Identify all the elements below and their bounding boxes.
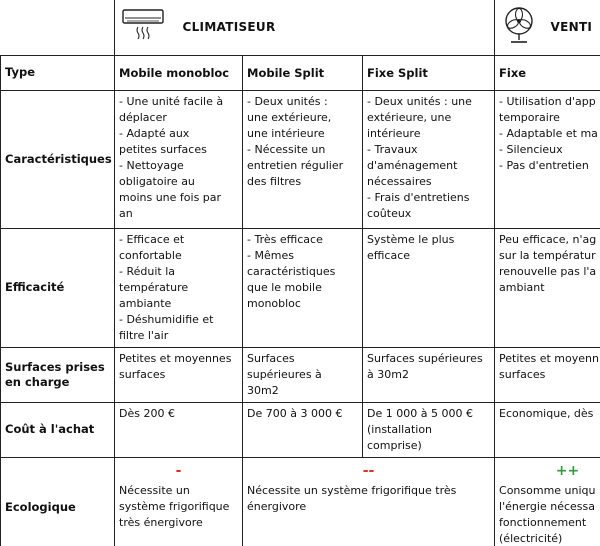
text-line: Système le plus [367, 232, 455, 246]
cell-ecologique-mobile-monobloc [115, 457, 243, 546]
air-conditioner-icon [121, 8, 165, 47]
text-line: - Adapté aux [119, 126, 190, 140]
text-line: l'énergie nécessa [499, 499, 595, 513]
column-head-fixe-split: Fixe Split [363, 55, 495, 90]
row-label-type: Type [1, 55, 115, 90]
column-head-mobile-monobloc: Mobile monobloc [115, 55, 243, 90]
text-line: Surfaces prises [5, 359, 105, 374]
text-line: - Pas d'entretien [499, 158, 589, 172]
cell-ecologique-fixe [495, 457, 600, 546]
text-line: - Très efficace [247, 232, 323, 246]
text-line: ambiante [119, 296, 172, 310]
text-line: en charge [5, 374, 70, 389]
text-line: extérieure, une [367, 110, 452, 124]
text-line: - Frais d'entretiens [367, 190, 470, 204]
text-line: Dès 200 € [119, 406, 175, 420]
cell-efficacite-mobile-split [243, 228, 363, 347]
text-line: - Silencieux [499, 142, 563, 156]
text-line: - Réduit la [119, 264, 175, 278]
ecologique-text-fixe [499, 483, 600, 546]
cell-efficacite-mobile-monobloc [115, 228, 243, 347]
text-line: an [119, 206, 133, 220]
text-line: une intérieure [247, 126, 325, 140]
text-line: coûteux [367, 206, 412, 220]
cell-efficacite-fixe [495, 228, 600, 347]
ecologique-text-mobile-monobloc [119, 483, 238, 531]
row-label-cout: Coût à l'achat [1, 402, 115, 457]
text-line: - Une unité facile à [119, 94, 224, 108]
text-line: Petites et moyennes [119, 351, 232, 365]
text-line: - Deux unités : une [367, 94, 472, 108]
corner-cell [1, 0, 115, 55]
row-label-ecologique: Ecologique [1, 457, 115, 546]
text-line: Peu efficace, n'ag [499, 232, 597, 246]
text-line: nécessaires [367, 174, 432, 188]
text-line: fonctionnement [499, 515, 587, 529]
rating-double-negative-mark: -- [362, 462, 375, 479]
text-line: Consomme uniqu [499, 483, 596, 497]
text-line: - Utilisation d'app [499, 94, 596, 108]
row-label-efficacite: Efficacité [1, 228, 115, 347]
group-header-ventilateur [495, 0, 600, 55]
cell-caracteristiques-fixe [495, 90, 600, 228]
cell-cout-mobile-split [243, 402, 363, 457]
cell-surfaces-fixe [495, 347, 600, 402]
text-line: supérieures à [247, 367, 322, 381]
text-line: caractéristiques [247, 264, 336, 278]
cell-surfaces-fixe-split [363, 347, 495, 402]
text-line: monobloc [247, 296, 301, 310]
text-line: - Mêmes [247, 248, 294, 262]
text-line: De 1 000 à 5 000 € [367, 406, 473, 420]
text-line: sur la températur [499, 248, 596, 262]
caracteristiques-row [1, 90, 600, 228]
text-line: Petites et moyenn [499, 351, 599, 365]
text-line: - Déshumidifie et [119, 312, 214, 326]
text-line: (installation [367, 422, 433, 436]
text-line: (électricité) [499, 531, 563, 545]
cell-caracteristiques-fixe-split [363, 90, 495, 228]
text-line: déplacer [119, 110, 167, 124]
cell-cout-mobile-monobloc [115, 402, 243, 457]
text-line: Surfaces supérieures [367, 351, 483, 365]
text-line: entretien régulier [247, 158, 344, 172]
text-line: système frigorifique [119, 499, 230, 513]
fan-icon [501, 5, 537, 50]
cell-surfaces-mobile-monobloc [115, 347, 243, 402]
text-line: d'aménagement [367, 158, 458, 172]
text-line: confortable [119, 248, 182, 262]
text-line: Nécessite un système frigorifique très [247, 483, 457, 497]
text-line: que le mobile [247, 280, 322, 294]
text-line: renouvelle pas l'a [499, 264, 597, 278]
text-line: Economique, dès [499, 406, 594, 420]
rating-double-positive-mark: ++ [555, 462, 580, 479]
text-line: - Nettoyage [119, 158, 184, 172]
text-line: obligatoire au [119, 174, 195, 188]
text-line: filtre l'air [119, 328, 169, 342]
type-row [1, 55, 600, 90]
text-line: surfaces [119, 367, 166, 381]
column-head-mobile-split: Mobile Split [243, 55, 363, 90]
cell-surfaces-mobile-split [243, 347, 363, 402]
cell-efficacite-fixe-split [363, 228, 495, 347]
ecologique-text-split [247, 483, 490, 515]
rating-negative-mark: - [175, 462, 182, 479]
group-header-climatiseur [115, 0, 495, 55]
cell-caracteristiques-mobile-monobloc [115, 90, 243, 228]
group-header-row [1, 0, 600, 55]
text-line: très énergivore [119, 515, 203, 529]
ecologique-row [1, 457, 600, 546]
text-line: comprise) [367, 438, 422, 452]
text-line: petites surfaces [119, 142, 207, 156]
text-line: temporaire [499, 110, 560, 124]
group-title-ventilateur: VENTI [550, 20, 593, 35]
text-line: - Deux unités : [247, 94, 328, 108]
text-line: - Efficace et [119, 232, 185, 246]
cell-cout-fixe [495, 402, 600, 457]
efficacite-row [1, 228, 600, 347]
text-line: à 30m2 [367, 367, 409, 381]
text-line: énergivore [247, 499, 307, 513]
text-line: 30m2 [247, 383, 279, 397]
cell-cout-fixe-split [363, 402, 495, 457]
text-line: - Travaux [367, 142, 418, 156]
text-line: une extérieure, [247, 110, 332, 124]
cell-ecologique-split [243, 457, 495, 546]
column-head-fixe: Fixe [495, 55, 600, 90]
row-label-caracteristiques: Caractéristiques [1, 90, 115, 228]
group-title-climatiseur: CLIMATISEUR [182, 20, 276, 35]
text-line: Surfaces [247, 351, 295, 365]
text-line: intérieure [367, 126, 421, 140]
text-line: De 700 à 3 000 € [247, 406, 343, 420]
cout-row [1, 402, 600, 457]
text-line: moins une fois par [119, 190, 222, 204]
text-line: température [119, 280, 189, 294]
text-line: - Nécessite un [247, 142, 326, 156]
text-line: - Adaptable et ma [499, 126, 598, 140]
text-line: surfaces [499, 367, 546, 381]
row-label-surfaces [1, 347, 115, 402]
text-line: ambiant [499, 280, 545, 294]
cell-caracteristiques-mobile-split [243, 90, 363, 228]
text-line: Nécessite un [119, 483, 190, 497]
text-line: efficace [367, 248, 411, 262]
text-line: des filtres [247, 174, 302, 188]
surfaces-row [1, 347, 600, 402]
